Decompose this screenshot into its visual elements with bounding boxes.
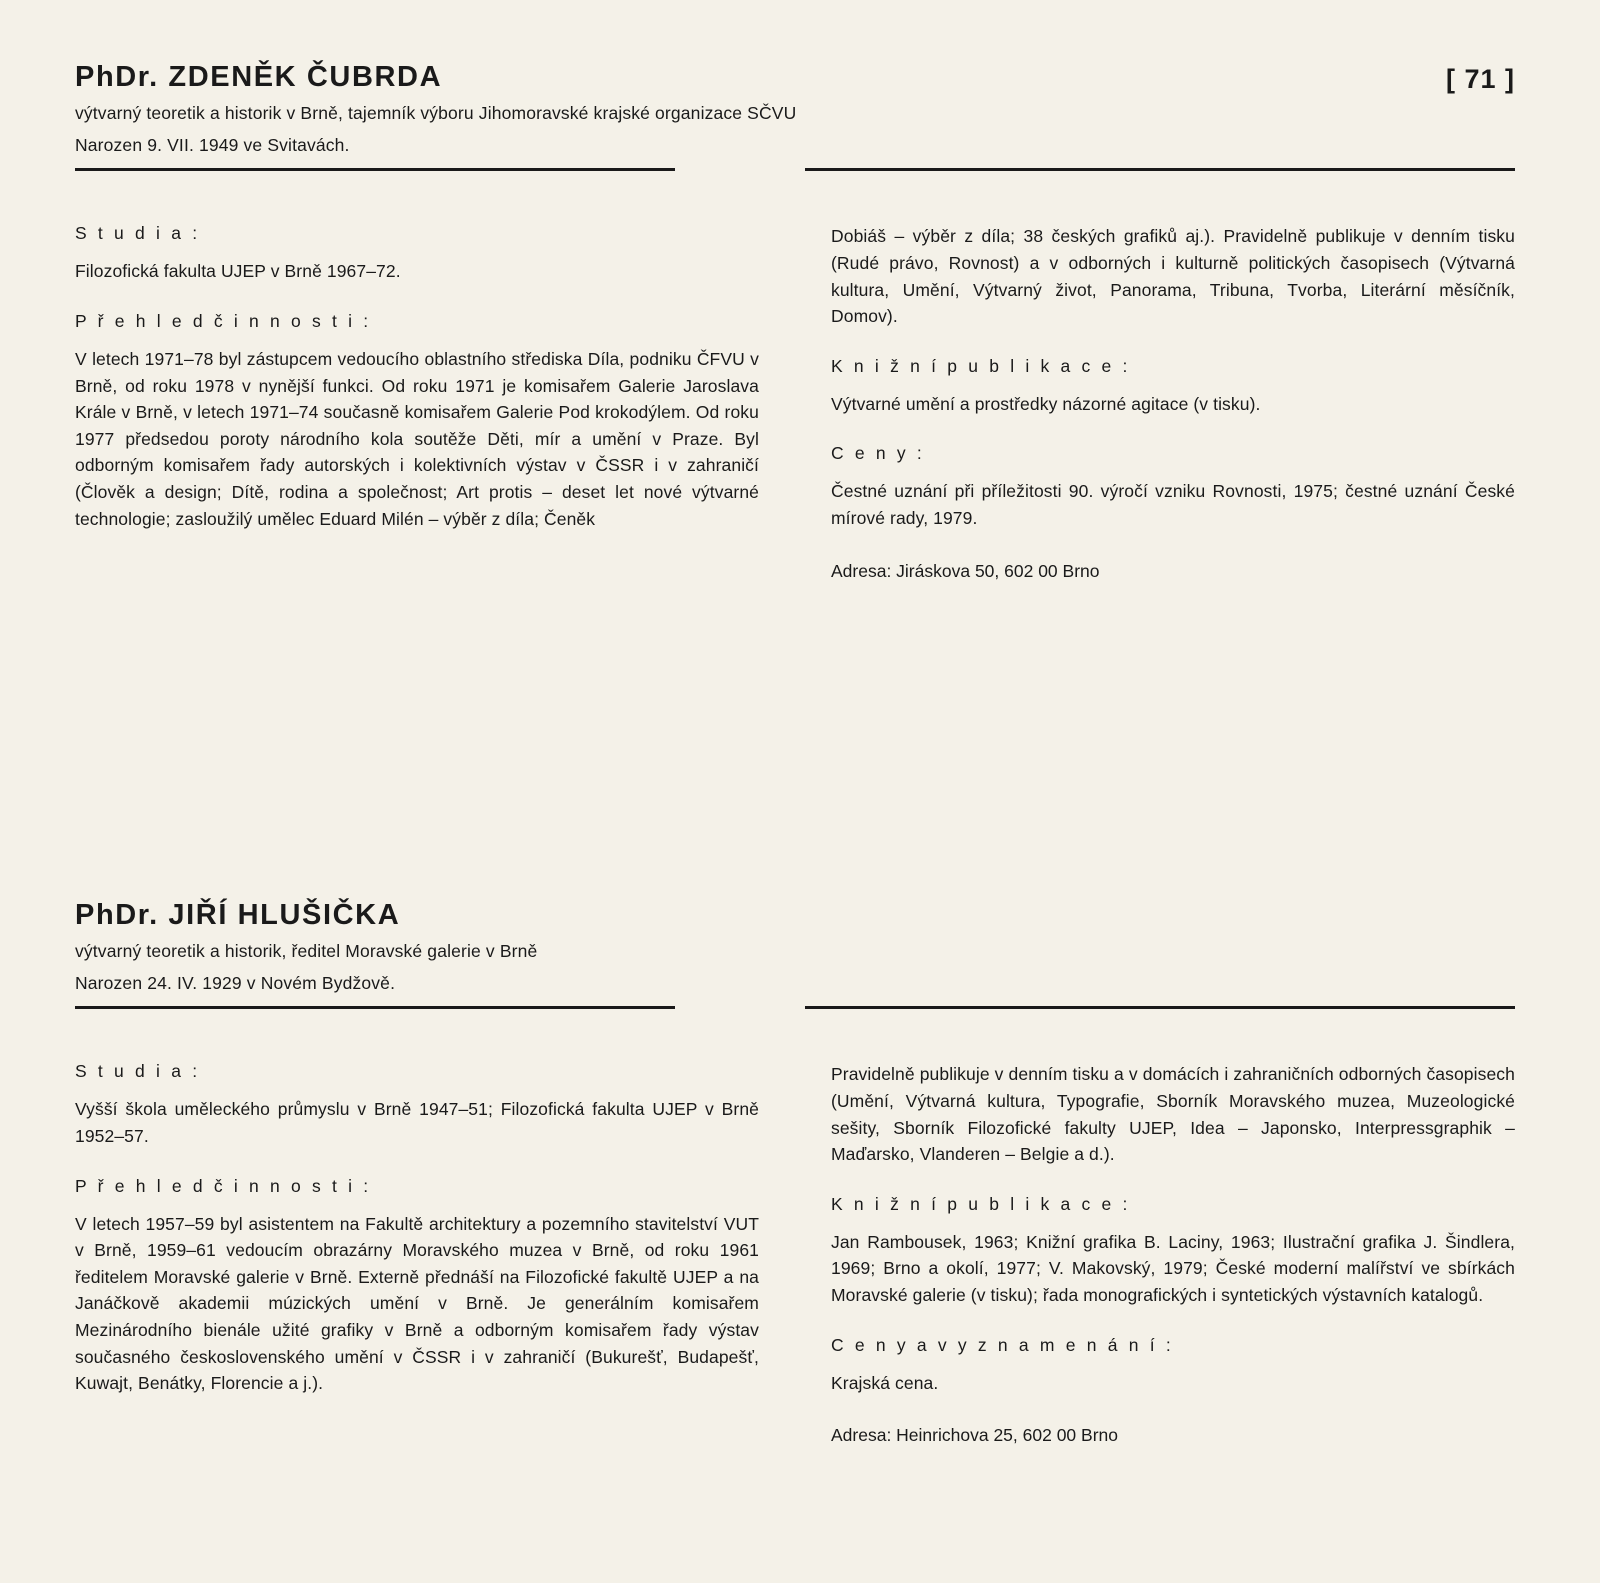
- person-birth: Narozen 9. VII. 1949 ve Svitavách.: [75, 135, 350, 156]
- address-text: Adresa: Jiráskova 50, 602 00 Brno: [831, 560, 1100, 581]
- biography-entry: [75, 62, 1515, 584]
- person-birth: Narozen 24. IV. 1929 v Novém Bydžově.: [75, 973, 396, 994]
- ceny-text: Čestné uznání při příležitosti 90. výročí vzniku Rovnosti, 1975; čestné uznání České mírové rady, 1979.: [831, 481, 1515, 528]
- entry-header: [75, 900, 1515, 932]
- section-label-studia: S t u d i a :: [75, 223, 201, 244]
- prehled-text: V letech 1957–59 byl asistentem na Fakultě architektury a pozemního stavitelství VUT v Brně, 1959–61 vedoucím obrazárny Moravského muzea v Brně, od roku 1961 ředitelem Moravské galerie v Brně. Externě přednáší na Filozofické fakultě UJEP a na Janáčkově akademii múzických umění v Brně. Je generálním komisařem Mezinárodního bienále užité grafiky v Brně a odborným komisařem řady výstav současného československého umění v ČSSR i v zahraničí (Bukurešť, Budapešť, Kuwajt, Benátky, Florencie a j.).: [75, 1213, 759, 1394]
- right-column: [831, 1061, 1515, 1448]
- prehled-text: V letech 1971–78 byl zástupcem vedoucího oblastního střediska Díla, podniku ČFVU v Brně, od roku 1978 v nynější funkci. Od roku 1971 je komisařem Galerie Jaroslava Krále v Brně, v letech 1971–74 současně komisařem Galerie Pod krokodýlem. Od roku 1977 předsedou poroty národního kola soutěže Děti, mír a umění v Praze. Byl odborným komisařem řady autorských i kolektivních výstav v ČSSR i v zahraničí (Člověk a design; Dítě, rodina a společnost; Art protis – deset let nové výtvarné technologie; zasloužilý umělec Eduard Milén – výběr z díla; Čeněk: [75, 348, 759, 529]
- left-column: [75, 1061, 759, 1448]
- address-text: Adresa: Heinrichova 25, 602 00 Brno: [831, 1425, 1118, 1446]
- person-name: PhDr. JIŘÍ HLUŠIČKA: [75, 899, 401, 931]
- page-number: [ 71 ]: [1445, 64, 1515, 94]
- section-label-knizni: K n i ž n í p u b l i k a c e :: [831, 1193, 1131, 1214]
- right-column: [831, 223, 1515, 583]
- person-role: výtvarný teoretik a historik v Brně, tajemník výboru Jihomoravské krajské organizace SČVU: [75, 102, 797, 123]
- ceny-text: Krajská cena.: [831, 1372, 939, 1393]
- studia-text: Filozofická fakulta UJEP v Brně 1967–72.: [75, 261, 401, 282]
- header-divider: [75, 1006, 1515, 1009]
- entry-header: [75, 62, 1515, 94]
- entry-columns: [75, 1061, 1515, 1448]
- entry-columns: [75, 223, 1515, 583]
- section-label-studia: S t u d i a :: [75, 1061, 201, 1082]
- section-label-ceny: C e n y a v y z n a m e n á n í :: [831, 1334, 1174, 1355]
- knizni-text: Jan Rambousek, 1963; Knižní grafika B. Laciny, 1963; Ilustrační grafika J. Šindlera, 1969; Brno a okolí, 1977; V. Makovský, 1979; České moderní malířství ve sbírkách Moravské galerie (v tisku); řada monografických i syntetických výstavních katalogů.: [831, 1231, 1515, 1305]
- section-label-knizni: K n i ž n í p u b l i k a c e :: [831, 355, 1131, 376]
- section-label-ceny: C e n y :: [831, 443, 925, 464]
- studia-text: Vyšší škola uměleckého průmyslu v Brně 1947–51; Filozofická fakulta UJEP v Brně 1952–57.: [75, 1099, 759, 1146]
- section-label-prehled: P ř e h l e d č i n n o s t i :: [75, 310, 372, 331]
- header-divider: [75, 168, 1515, 171]
- biography-entry: [75, 900, 1515, 1448]
- knizni-text: Výtvarné umění a prostředky názorné agitace (v tisku).: [831, 393, 1261, 414]
- section-label-prehled: P ř e h l e d č i n n o s t i :: [75, 1175, 372, 1196]
- person-name: PhDr. ZDENĚK ČUBRDA: [75, 61, 443, 93]
- prehled-continuation: Pravidelně publikuje v denním tisku a v domácích i zahraničních odborných časopisech (Umění, Výtvarná kultura, Typografie, Sborník Moravského muzea, Muzeologické sešity, Sborník Filozofické fakulty UJEP, Idea – Japonsko, Interpressgraphik – Maďarsko, Vlanderen – Belgie a d.).: [831, 1064, 1515, 1165]
- left-column: [75, 223, 759, 583]
- person-role: výtvarný teoretik a historik, ředitel Moravské galerie v Brně: [75, 940, 538, 961]
- prehled-continuation: Dobiáš – výběr z díla; 38 českých grafiků aj.). Pravidelně publikuje v denním tisku (Rudé právo, Rovnost) a v odborných i kulturně politických časopisech (Výtvarná kultura, Umění, Výtvarný život, Panorama, Tribuna, Tvorba, Literární měsíčník, Domov).: [831, 226, 1515, 327]
